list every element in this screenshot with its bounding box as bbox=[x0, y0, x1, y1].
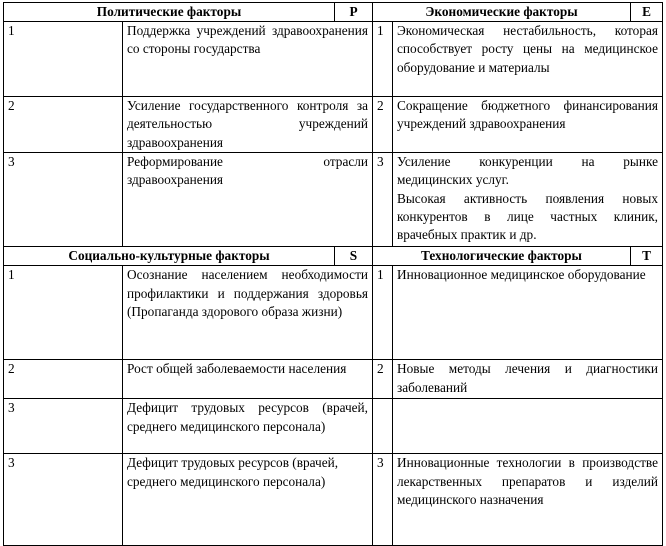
header-row-pe bbox=[4, 3, 663, 22]
technological-row-3-num: 3 bbox=[373, 454, 393, 546]
social-row-4-num: 3 bbox=[4, 454, 123, 546]
economic-row-3-text-line1: Усиление конкуренции на рынке медицинских услуг. bbox=[397, 154, 659, 188]
social-letter: S bbox=[335, 247, 373, 266]
political-title: Политические факторы bbox=[4, 3, 335, 22]
economic-row-2-num: 2 bbox=[373, 97, 393, 153]
economic-row-3-text-line2: Высокая активность появления новых конкурентов в лице частных клиник, врачебных практик и др. bbox=[397, 190, 659, 243]
technological-row-1-num: 1 bbox=[373, 266, 393, 360]
economic-row-2-text: Сокращение бюджетного финансирования учреждений здравоохранения bbox=[393, 97, 663, 153]
social-row-2-text: Рост общей заболеваемости населения bbox=[123, 360, 373, 399]
technological-title: Технологические факторы bbox=[373, 247, 631, 266]
table-row bbox=[4, 360, 663, 399]
social-row-2-num: 2 bbox=[4, 360, 123, 399]
table-row bbox=[4, 399, 663, 454]
economic-row-3-text bbox=[393, 153, 663, 247]
technological-letter: T bbox=[631, 247, 663, 266]
economic-letter: E bbox=[631, 3, 663, 22]
pest-analysis-table bbox=[3, 2, 663, 546]
table-row bbox=[4, 454, 663, 546]
political-row-1-num: 1 bbox=[4, 22, 123, 97]
social-row-1-num: 1 bbox=[4, 266, 123, 360]
political-row-2-text: Усиление государственного контроля за деятельностью учреждений здравоохранения bbox=[123, 97, 373, 153]
social-row-1-text: Осознание населением необходимости профилактики и поддержания здоровья (Пропаганда здорового образа жизни) bbox=[123, 266, 373, 360]
technological-row-3-text: Инновационные технологии в производстве лекарственных препаратов и изделий медицинского назначения bbox=[393, 454, 663, 546]
political-row-3-text: Реформирование отрасли здравоохранения bbox=[123, 153, 373, 247]
economic-row-1-num: 1 bbox=[373, 22, 393, 97]
social-row-3-text: Дефицит трудовых ресурсов (врачей, среднего медицинского персонала) bbox=[123, 399, 373, 454]
social-row-3-num: 3 bbox=[4, 399, 123, 454]
table-row bbox=[4, 266, 663, 360]
header-row-st bbox=[4, 247, 663, 266]
political-row-2-num: 2 bbox=[4, 97, 123, 153]
social-title: Социально-культурные факторы bbox=[4, 247, 335, 266]
technological-row-empty-num bbox=[373, 399, 393, 454]
table-row bbox=[4, 97, 663, 153]
technological-row-empty-text bbox=[393, 399, 663, 454]
political-row-3-num: 3 bbox=[4, 153, 123, 247]
economic-row-3-num: 3 bbox=[373, 153, 393, 247]
economic-title: Экономические факторы bbox=[373, 3, 631, 22]
table-row bbox=[4, 153, 663, 247]
social-row-4-text: Дефицит трудовых ресурсов (врачей, среднего медицинского персонала) bbox=[123, 454, 373, 546]
political-letter: P bbox=[335, 3, 373, 22]
political-row-1-text: Поддержка учреждений здравоохранения со стороны государства bbox=[123, 22, 373, 97]
technological-row-1-text: Инновационное медицинское оборудование bbox=[393, 266, 663, 360]
technological-row-2-num: 2 bbox=[373, 360, 393, 399]
table-row bbox=[4, 22, 663, 97]
economic-row-1-text: Экономическая нестабильность, которая способствует росту цены на медицинское оборудование и материалы bbox=[393, 22, 663, 97]
technological-row-2-text: Новые методы лечения и диагностики заболеваний bbox=[393, 360, 663, 399]
